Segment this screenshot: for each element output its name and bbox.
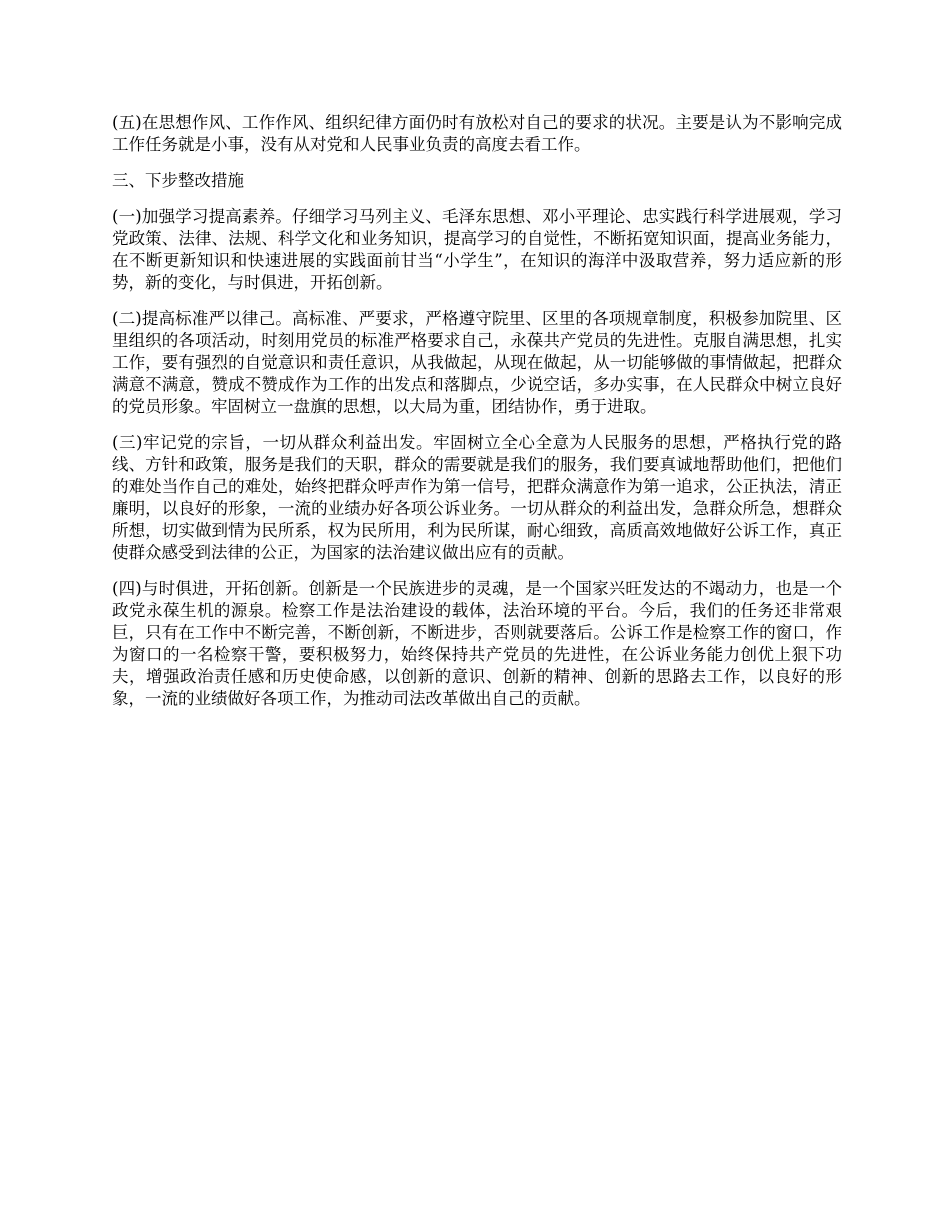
paragraph-two: (二)提高标准严以律己。高标准、严要求，严格遵守院里、区里的各项规章制度，积极参加院里、区里组织的各项活动，时刻用党员的标准严格要求自己，永葆共产党员的先进性。克服自满思想，扎实工作，要有强烈的自觉意识和责任意识，从我做起，从现在做起，从一切能够做的事情做起，把群众满意不满意，赞成不赞成作为工作的出发点和落脚点，少说空话，多办实事，在人民群众中树立良好的党员形象。牢固树立一盘旗的思想，以大局为重，团结协作，勇于进取。 bbox=[112, 309, 842, 416]
paragraph-three: (三)牢记党的宗旨，一切从群众利益出发。牢固树立全心全意为人民服务的思想，严格执行党的路线、方针和政策，服务是我们的天职，群众的需要就是我们的服务，我们要真诚地帮助他们，把他们的难处当作自己的难处，始终把群众呼声作为第一信号，把群众满意作为第一追求，公正执法，清正廉明，以良好的形象，一流的业绩办好各项公诉业务。一切从群众的利益出发，急群众所急，想群众所想，切实做到情为民所系，权为民所用，利为民所谋，耐心细致，高质高效地做好公诉工作，真正使群众感受到法律的公正，为国家的法治建议做出应有的贡献。 bbox=[112, 433, 842, 562]
paragraph-four: (四)与时俱进，开拓创新。创新是一个民族进步的灵魂，是一个国家兴旺发达的不竭动力，也是一个政党永葆生机的源泉。检察工作是法治建设的载体，法治环境的平台。今后，我们的任务还非常艰巨，只有在工作中不断完善，不断创新，不断进步，否则就要落后。公诉工作是检察工作的窗口，作为窗口的一名检察干警，要积极努力，始终保持共产党员的先进性，在公诉业务能力创优上狠下功夫，增强政治责任感和历史使命感，以创新的意识、创新的精神、创新的思路去工作，以良好的形象，一流的业绩做好各项工作，为推动司法改革做出自己的贡献。 bbox=[112, 579, 842, 708]
document-body bbox=[112, 112, 842, 724]
section-heading-next-steps: 三、下步整改措施 bbox=[112, 171, 244, 190]
paragraph-one: (一)加强学习提高素养。仔细学习马列主义、毛泽东思想、邓小平理论、忠实践行科学进展观，学习党政策、法律、法规、科学文化和业务知识，提高学习的自觉性，不断拓宽知识面，提高业务能力，在不断更新知识和快速进展的实践面前甘当“小学生”，在知识的海洋中汲取营养，努力适应新的形势，新的变化，与时俱进，开拓创新。 bbox=[112, 207, 842, 292]
paragraph-five: (五)在思想作风、工作作风、组织纪律方面仍时有放松对自己的要求的状况。主要是认为不影响完成工作任务就是小事，没有从对党和人民事业负责的高度去看工作。 bbox=[112, 113, 842, 154]
